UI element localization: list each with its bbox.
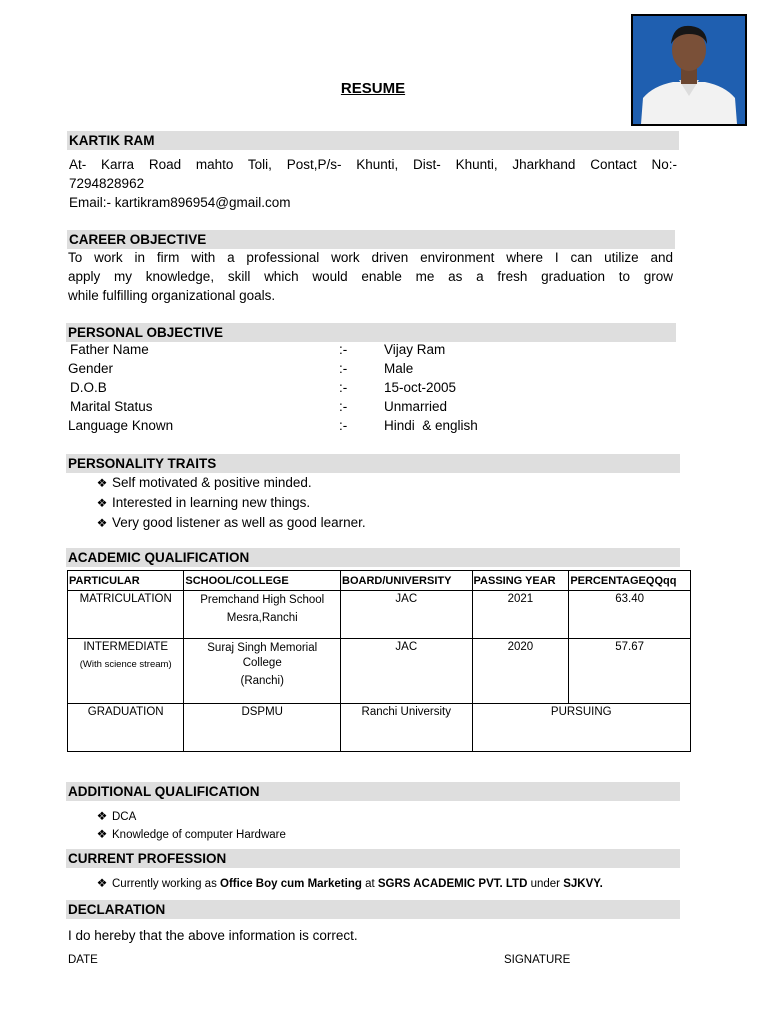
trait-text: Self motivated & positive minded.: [112, 475, 312, 490]
additional-list: [92, 808, 652, 844]
diamond-bullet-icon: ❖: [96, 476, 108, 490]
qualification-text: DCA: [112, 811, 137, 823]
column-header: PERCENTAGEQQqq: [569, 571, 691, 591]
declaration-text: I do hereby that the above information is correct.: [68, 928, 358, 943]
profession-text: at: [361, 878, 378, 890]
personality-traits-heading: PERSONALITY TRAITS: [66, 454, 680, 473]
column-header: SCHOOL/COLLEGE: [184, 571, 341, 591]
particular-text: INTERMEDIATE: [83, 641, 169, 653]
personal-row: [68, 361, 668, 380]
profession-scheme: SJKVY.: [563, 878, 603, 890]
personal-value: Unmarried: [384, 399, 448, 414]
column-header: BOARD/UNIVERSITY: [341, 571, 472, 591]
table-row: [68, 704, 691, 752]
career-line: while fulfilling organizational goals.: [68, 288, 276, 303]
person-photo-icon: [633, 16, 745, 124]
personal-label: Father Name: [70, 342, 149, 357]
personal-label: Marital Status: [70, 399, 153, 414]
traits-list: [92, 473, 652, 533]
school-name: Suraj Singh Memorial College: [207, 642, 318, 669]
board-cell: JAC: [341, 639, 472, 704]
profession-role: Office Boy cum Marketing: [220, 878, 362, 890]
personal-sep: :-: [339, 418, 348, 433]
personal-value: Male: [384, 361, 414, 376]
particular-cell: [68, 639, 184, 704]
particular-note: (With science stream): [79, 659, 172, 670]
personal-label: Language Known: [68, 418, 174, 433]
school-cell: [184, 591, 341, 639]
percent-cell: 57.67: [569, 639, 691, 704]
career-line: apply my knowledge, skill which would enable me as a fresh graduation to grow: [68, 269, 673, 284]
date-label: DATE: [68, 954, 98, 966]
personal-sep: :-: [339, 342, 348, 357]
declaration-heading: DECLARATION: [66, 900, 680, 919]
diamond-bullet-icon: ❖: [96, 496, 108, 510]
profile-photo: [631, 14, 747, 126]
profession-company: SGRS ACADEMIC PVT. LTD: [377, 878, 528, 890]
resume-title: RESUME: [340, 80, 406, 97]
personal-label: D.O.B: [70, 380, 107, 395]
address-line: At- Karra Road mahto Toli, Post,P/s- Khunti, Dist- Khunti, Jharkhand Contact No:-: [69, 157, 677, 172]
trait-text: Interested in learning new things.: [112, 495, 311, 510]
board-cell: JAC: [341, 591, 472, 639]
school-cell: [184, 639, 341, 704]
particular-text: MATRICULATION: [79, 593, 172, 605]
status-cell: PURSUING: [472, 704, 690, 752]
additional-qualification-heading: ADDITIONAL QUALIFICATION: [66, 782, 680, 801]
profession-text: under: [527, 878, 564, 890]
year-cell: 2020: [472, 639, 569, 704]
personal-row: [68, 380, 668, 399]
table-header-row: [68, 571, 691, 591]
particular-cell: GRADUATION: [68, 704, 184, 752]
list-item: [92, 493, 652, 513]
name-heading: KARTIK RAM: [67, 131, 679, 150]
academic-table: [67, 570, 691, 752]
profession-text: Currently working as: [112, 878, 221, 890]
diamond-bullet-icon: ❖: [96, 827, 108, 841]
personal-value: 15-oct-2005: [384, 380, 457, 395]
list-item: [92, 473, 652, 493]
column-header: PASSING YEAR: [472, 571, 569, 591]
diamond-bullet-icon: ❖: [96, 809, 108, 823]
personal-sep: :-: [339, 380, 348, 395]
signature-label: SIGNATURE: [504, 954, 571, 966]
personal-value: Vijay Ram: [384, 342, 446, 357]
personal-details: [68, 342, 668, 437]
email-line: Email:- kartikram896954@gmail.com: [69, 195, 291, 210]
list-item: [92, 513, 652, 533]
school-location: Mesra,Ranchi: [226, 612, 298, 624]
personal-row: [68, 342, 668, 361]
qualification-text: Knowledge of computer Hardware: [112, 829, 286, 841]
trait-text: Very good listener as well as good learner.: [112, 515, 366, 530]
diamond-bullet-icon: ❖: [96, 516, 108, 530]
table-row: [68, 639, 691, 704]
personal-value: Hindi & english: [384, 418, 478, 433]
personal-row: [68, 418, 668, 437]
contact-number: 7294828962: [69, 176, 145, 191]
personal-sep: :-: [339, 361, 348, 376]
career-objective-heading: CAREER OBJECTIVE: [67, 230, 675, 249]
board-cell: Ranchi University: [341, 704, 472, 752]
personal-label: Gender: [68, 361, 114, 376]
personal-sep: :-: [339, 399, 348, 414]
academic-heading: ACADEMIC QUALIFICATION: [66, 548, 680, 567]
list-item: [92, 808, 652, 826]
current-profession-heading: CURRENT PROFESSION: [66, 849, 680, 868]
year-cell: 2021: [472, 591, 569, 639]
career-line: To work in firm with a professional work driven environment where I can utilize and: [68, 250, 673, 265]
profession-item: [92, 875, 692, 893]
school-location: (Ranchi): [240, 675, 284, 687]
particular-cell: [68, 591, 184, 639]
percent-cell: 63.40: [569, 591, 691, 639]
career-objective-text: [68, 248, 673, 305]
table-row: [68, 591, 691, 639]
personal-row: [68, 399, 668, 418]
school-name: Premchand High School: [200, 594, 325, 606]
list-item: [92, 826, 652, 844]
personal-objective-heading: PERSONAL OBJECTIVE: [66, 323, 676, 342]
column-header: PARTICULAR: [68, 571, 184, 591]
school-cell: DSPMU: [184, 704, 341, 752]
diamond-bullet-icon: ❖: [96, 876, 108, 890]
